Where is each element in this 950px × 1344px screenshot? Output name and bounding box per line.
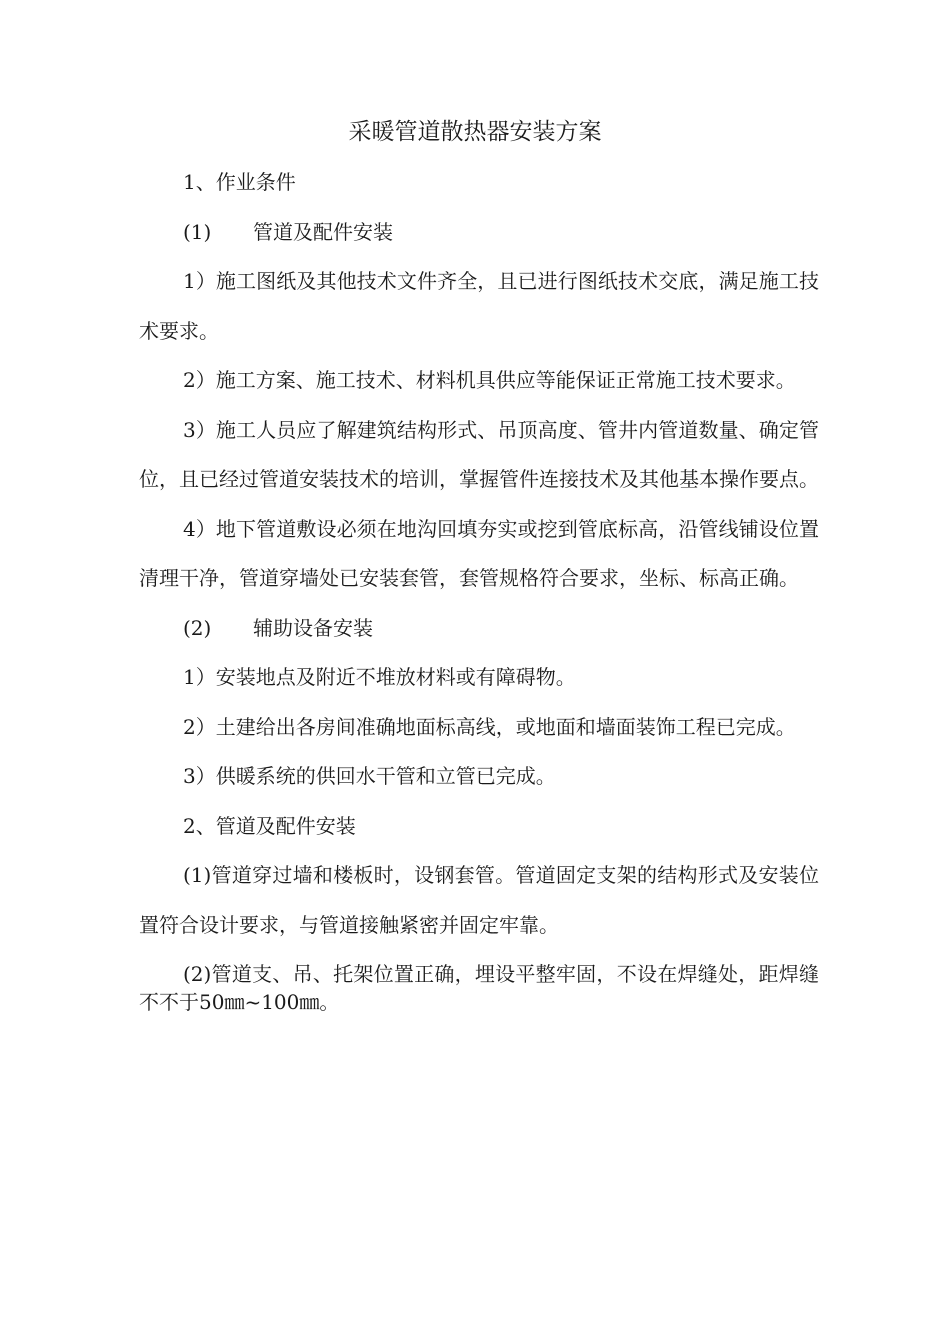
subsection-heading-2 [139, 604, 819, 654]
paragraph: 4）地下管道敷设必须在地沟回填夯实或挖到管底标高，沿管线铺设位置清理干净，管道穿墙处已安装套管，套管规格符合要求，坐标、标高正确。 [139, 516, 819, 590]
subsection-title: 管道及配件安装 [253, 219, 393, 244]
paragraph: 1）施工图纸及其他技术文件齐全，且已进行图纸技术交底，满足施工技术要求。 [139, 269, 819, 343]
paragraph: 3）施工人员应了解建筑结构形式、吊顶高度、管井内管道数量、确定管位，且已经过管道安装技术的培训，掌握管件连接技术及其他基本操作要点。 [139, 417, 819, 491]
document-body [139, 158, 819, 1016]
paragraph: 1）安装地点及附近不堆放材料或有障碍物。 [183, 665, 576, 689]
section-heading-2: 2、管道及配件安装 [183, 813, 356, 838]
subsection-title: 辅助设备安装 [253, 615, 373, 640]
paragraph: 2）施工方案、施工技术、材料机具供应等能保证正常施工技术要求。 [183, 368, 796, 392]
paragraph: 3）供暖系统的供回水干管和立管已完成。 [183, 764, 556, 788]
document-title: 采暖管道散热器安装方案 [348, 119, 602, 145]
paragraph: (2)管道支、吊、托架位置正确，埋设平整牢固，不设在焊缝处，距焊缝不不于50㎜~100㎜。 [139, 962, 819, 1014]
section-heading-1: 1、作业条件 [183, 170, 296, 194]
subsection-number: (2) [183, 615, 212, 640]
paragraph: (1)管道穿过墙和楼板时，设钢套管。管道固定支架的结构形式及安装位置符合设计要求，与管道接触紧密并固定牢靠。 [139, 863, 819, 937]
subsection-number: (1) [183, 219, 212, 244]
subsection-heading-1 [139, 208, 819, 258]
paragraph: 2）土建给出各房间准确地面标高线，或地面和墙面装饰工程已完成。 [183, 714, 796, 739]
